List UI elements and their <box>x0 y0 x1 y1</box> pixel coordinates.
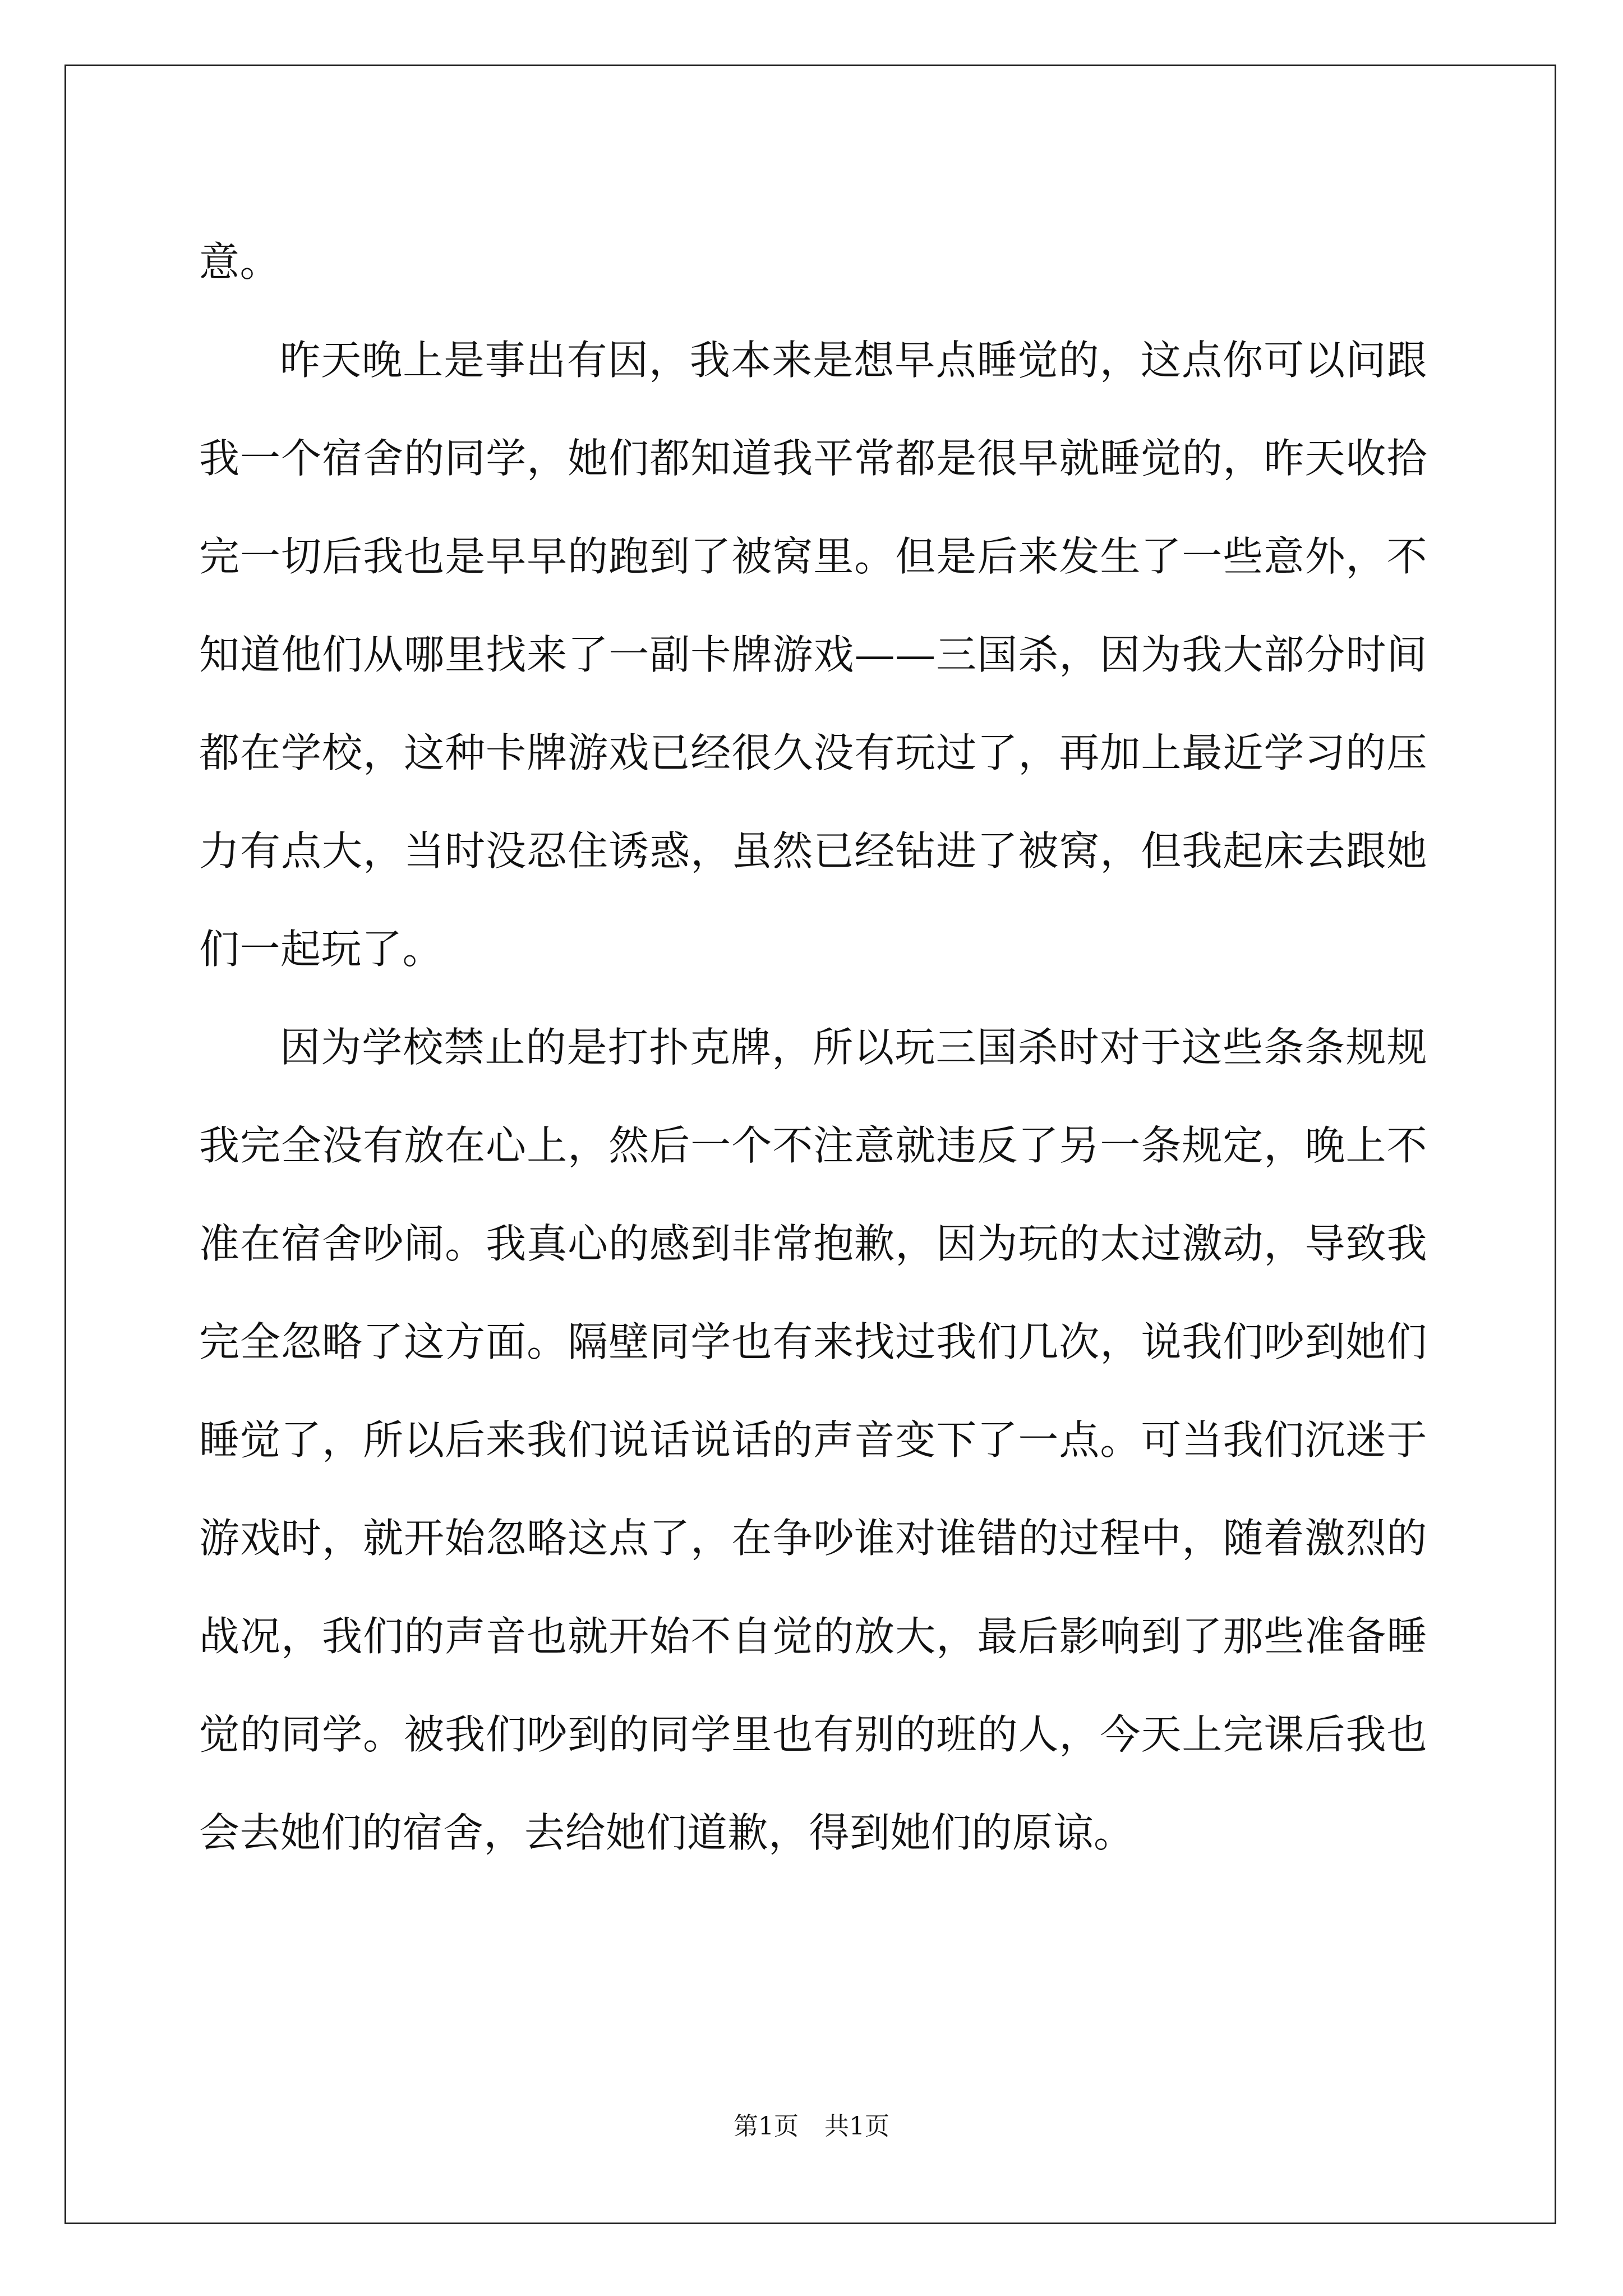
text-line: 意。 <box>199 238 281 286</box>
text-line: 昨天晚上是事出有因，我本来是想早点睡觉的，这点你可以问跟 <box>280 337 1427 384</box>
text-line: 睡觉了，所以后来我们说话说话的声音变下了一点。可当我们沉迷于 <box>199 1416 1427 1464</box>
document-body <box>199 213 1427 1882</box>
text-line: 游戏时，就开始忽略这点了，在争吵谁对谁错的过程中，随着激烈的 <box>199 1515 1427 1562</box>
text-line: 知道他们从哪里找来了一副卡牌游戏——三国杀，因为我大部分时间 <box>199 631 1427 678</box>
text-line: 我一个宿舍的同学，她们都知道我平常都是很早就睡觉的，昨天收拾 <box>199 435 1427 482</box>
text-line: 们一起玩了。 <box>199 926 444 973</box>
text-line: 准在宿舍吵闹。我真心的感到非常抱歉，因为玩的太过激动，导致我 <box>199 1220 1427 1267</box>
text-line: 完一切后我也是早早的跑到了被窝里。但是后来发生了一些意外，不 <box>199 533 1427 580</box>
page-number: 第1页 <box>734 2112 799 2141</box>
text-line: 战况，我们的声音也就开始不自觉的放大，最后影响到了那些准备睡 <box>199 1613 1427 1660</box>
text-line: 觉的同学。被我们吵到的同学里也有别的班的人，今天上完课后我也 <box>199 1711 1427 1758</box>
page-footer <box>0 2106 1623 2142</box>
page-total: 共1页 <box>824 2112 889 2141</box>
text-line: 会去她们的宿舍，去给她们道歉，得到她们的原谅。 <box>199 1809 1135 1856</box>
text-line: 因为学校禁止的是打扑克牌，所以玩三国杀时对于这些条条规规 <box>280 1024 1427 1071</box>
text-line: 力有点大，当时没忍住诱惑，虽然已经钻进了被窝，但我起床去跟她 <box>199 827 1427 875</box>
text-line: 完全忽略了这方面。隔壁同学也有来找过我们几次，说我们吵到她们 <box>199 1318 1427 1365</box>
text-line: 我完全没有放在心上，然后一个不注意就违反了另一条规定，晚上不 <box>199 1122 1427 1169</box>
text-line: 都在学校，这种卡牌游戏已经很久没有玩过了，再加上最近学习的压 <box>199 729 1427 776</box>
